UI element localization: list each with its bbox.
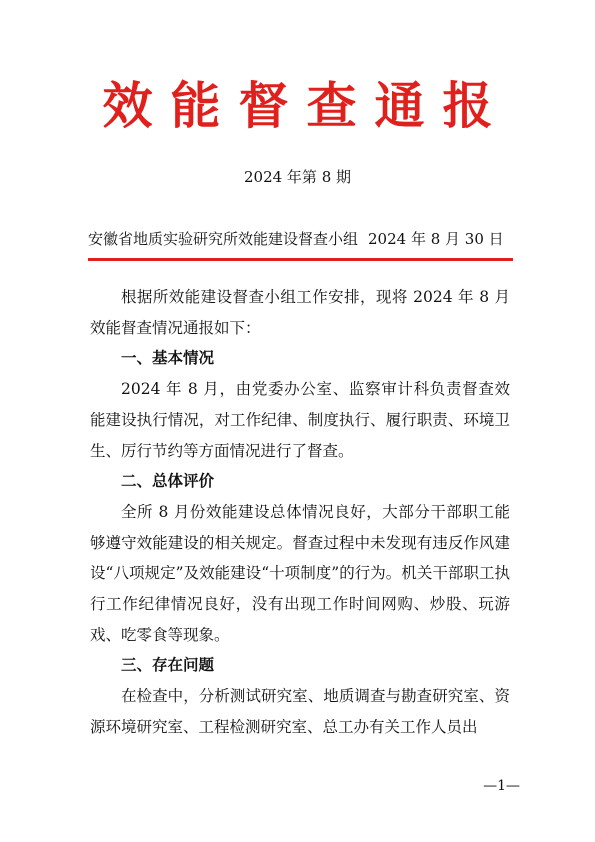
section-heading-basic: 一、基本情况 [121,348,215,368]
issuer-line [88,228,513,250]
section-text-evaluation: 全所 8 月份效能建设总体情况良好，大部分干部职工能够遵守效能建设的相关规定。督查过程中未发现有违反作风建设“八项规定”及效能建设“十项制度”的行为。机关干部职工执行工作纪律情况良好，没有出现工作时间网购、炒股、玩游戏、吃零食等现象。 [90,502,510,644]
page-number: —1— [483,778,520,794]
section-heading-evaluation: 二、总体评价 [121,471,215,491]
section-text-basic: 2024 年 8 月，由党委办公室、监察审计科负责督查效能建设执行情况，对工作纪律、制度执行、履行职责、环境卫生、厉行节约等方面情况进行了督查。 [90,380,510,460]
section-heading-problems: 三、存在问题 [121,655,215,675]
section-text-problems: 在检查中，分析测试研究室、地质调查与勘查研究室、资源环境研究室、工程检测研究室、总工办有关工作人员出 [90,687,510,736]
document-body [90,282,510,743]
masthead-title: 效能督查通报 [102,76,511,135]
issue-date: 2024 年 8 月 30 日 [368,230,504,248]
issue-number: 2024 年第 8 期 [243,168,352,186]
issuer-name: 安徽省地质实验研究所效能建设督查小组 [88,230,359,248]
red-divider [88,258,513,261]
intro-paragraph: 根据所效能建设督查小组工作安排，现将 2024 年 8 月效能督查情况通报如下： [90,288,510,337]
